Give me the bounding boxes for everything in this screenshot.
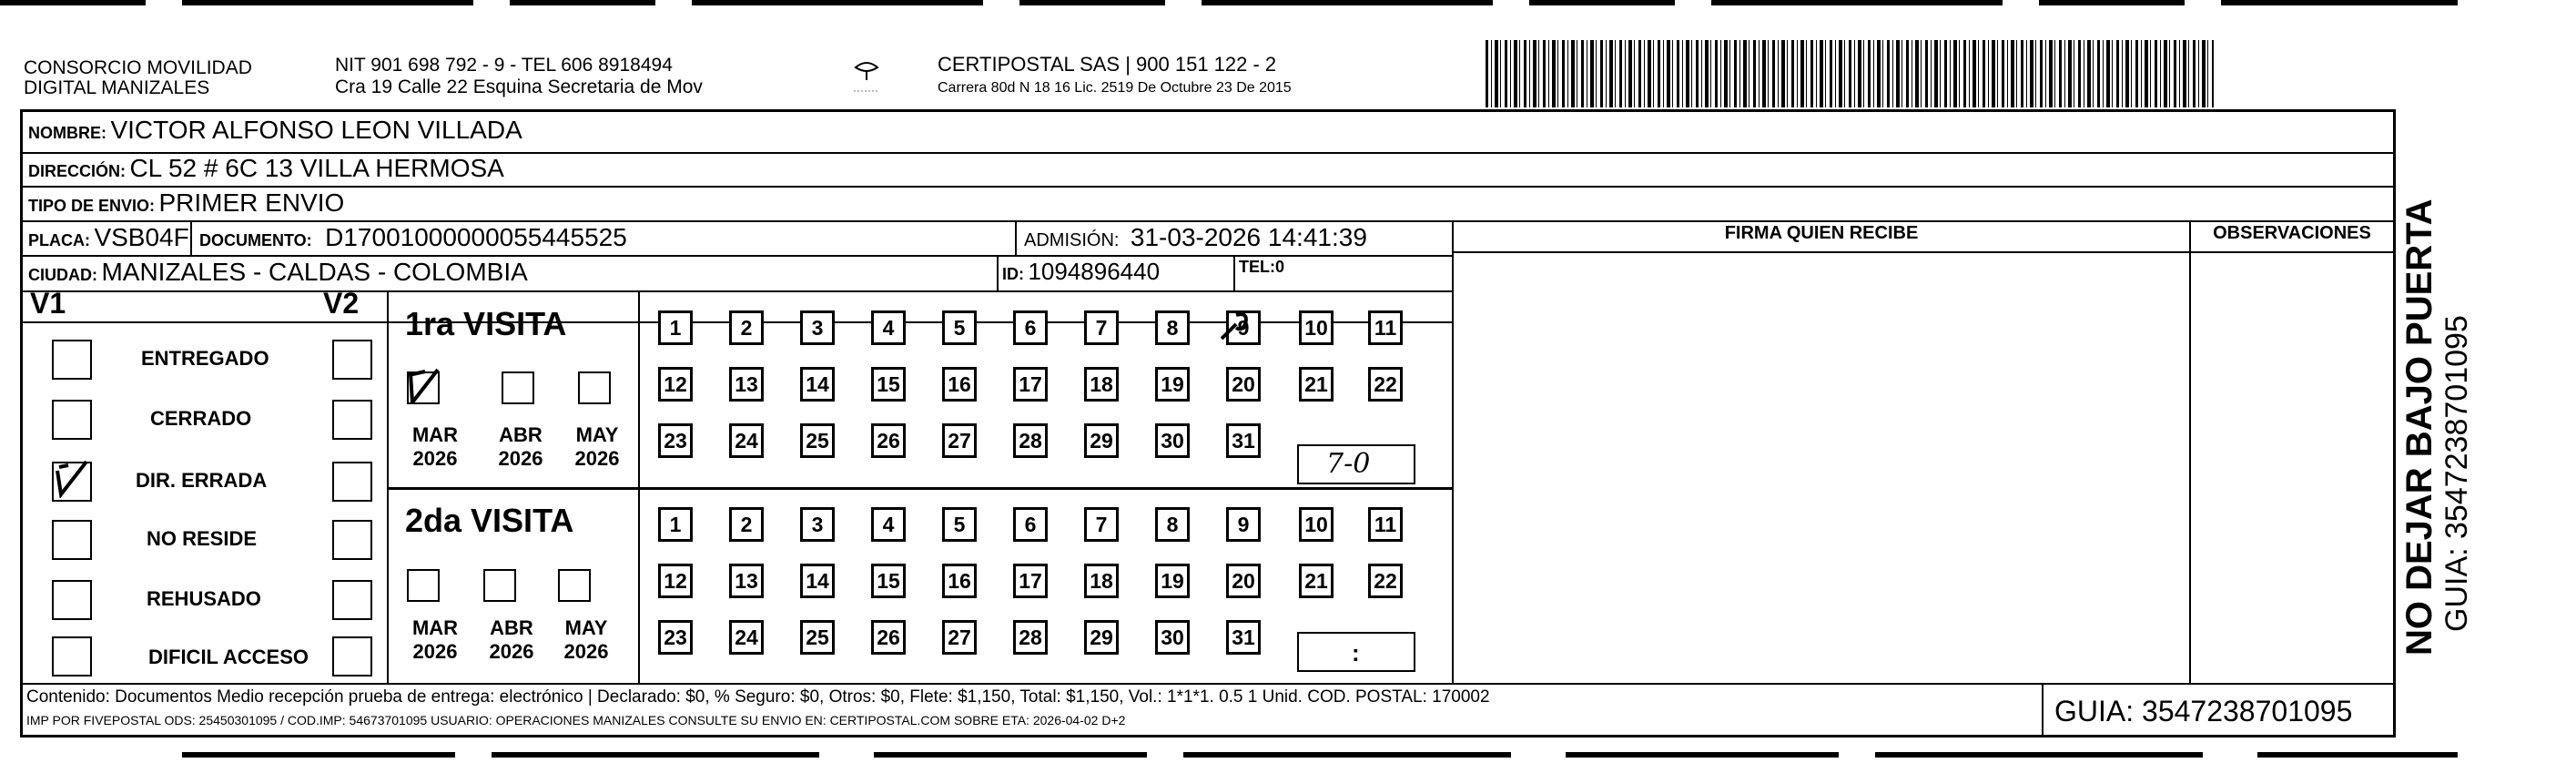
checkmark-icon <box>52 458 92 498</box>
grid1-day-24[interactable]: 24 <box>729 423 764 458</box>
footer-guia: GUIA: 3547238701095 <box>2054 695 2353 727</box>
admission-cell <box>1024 223 1367 252</box>
no-dejar-bajo-puerta: NO DEJAR BAJO PUERTA <box>2399 198 2439 656</box>
v2-label: V2 <box>323 287 360 320</box>
grid2-day-31[interactable]: 31 <box>1226 620 1261 655</box>
grid1-day-6[interactable]: 6 <box>1013 310 1048 345</box>
grid2-day-18[interactable]: 18 <box>1084 564 1119 598</box>
bottom-scan-edge <box>182 752 2458 758</box>
v1-checkbox-dificil-acceso[interactable] <box>52 636 92 677</box>
v2-checkbox-cerrado[interactable] <box>332 400 372 440</box>
ciudad-label: CIUDAD: <box>28 266 97 284</box>
grid1-day-14[interactable]: 14 <box>800 367 835 402</box>
first-visit-time-box[interactable] <box>1297 444 1415 484</box>
checkmark-icon <box>1218 308 1254 344</box>
admision-label: ADMISIÓN: <box>1024 230 1120 250</box>
grid2-day-22[interactable]: 22 <box>1368 564 1403 598</box>
grid2-day-3[interactable]: 3 <box>800 507 835 542</box>
courier-info: CERTIPOSTAL SAS | 900 151 122 - 2 Carrera 80d N 18 16 Lic. 2519 De Octubre 23 De 2015 <box>938 53 1292 96</box>
admission-datetime: 31-03-2026 14:41:39 <box>1130 223 1367 251</box>
v2-checkbox-entregado[interactable] <box>332 340 372 380</box>
grid1-day-18[interactable]: 18 <box>1084 367 1119 402</box>
grid1-day-8[interactable]: 8 <box>1155 310 1190 345</box>
grid1-day-17[interactable]: 17 <box>1013 367 1048 402</box>
option-rehusado: REHUSADO <box>147 587 261 610</box>
grid2-day-10[interactable]: 10 <box>1299 507 1334 542</box>
first-visit-month-checkbox-mar[interactable] <box>407 371 440 404</box>
id-cell <box>1002 258 1160 286</box>
v1-label: V1 <box>30 287 66 320</box>
grid1-day-21[interactable]: 21 <box>1299 367 1334 402</box>
second-visit-month-may: MAY 2026 <box>563 616 609 663</box>
grid1-day-27[interactable]: 27 <box>942 423 977 458</box>
firma-quien-recibe-label: FIRMA QUIEN RECIBE <box>1724 223 1919 243</box>
city: MANIZALES - CALDAS - COLOMBIA <box>101 258 528 286</box>
grid2-day-4[interactable]: 4 <box>871 507 906 542</box>
grid1-day-1[interactable]: 1 <box>658 310 693 345</box>
observations-area[interactable] <box>2191 253 2393 683</box>
grid1-day-4[interactable]: 4 <box>871 310 906 345</box>
direccion-label: DIRECCIÓN: <box>28 162 126 180</box>
v1-checkbox-dir-errada[interactable] <box>52 462 92 502</box>
grid1-day-29[interactable]: 29 <box>1084 423 1119 458</box>
tel-cell <box>1239 258 1284 277</box>
grid2-day-12[interactable]: 12 <box>658 564 693 598</box>
observaciones-label: OBSERVACIONES <box>2213 223 2371 243</box>
grid2-day-9[interactable]: 9 <box>1226 507 1261 542</box>
grid1-day-16[interactable]: 16 <box>942 367 977 402</box>
grid2-day-24[interactable]: 24 <box>729 620 764 655</box>
grid1-day-2[interactable]: 2 <box>729 310 764 345</box>
grid1-day-26[interactable]: 26 <box>871 423 906 458</box>
grid1-day-9[interactable]: 9 <box>1226 310 1261 345</box>
grid2-day-26[interactable]: 26 <box>871 620 906 655</box>
company-name: CONSORCIO MOVILIDAD DIGITAL MANIZALES <box>24 57 252 98</box>
placa-label: PLACA: <box>28 231 90 249</box>
side-notice <box>2394 127 2540 656</box>
shipment-type: PRIMER ENVIO <box>158 188 345 217</box>
option-no-reside: NO RESIDE <box>147 527 258 550</box>
document-number: D17001000000055445525 <box>325 223 627 251</box>
v2-checkbox-dificil-acceso[interactable] <box>332 636 372 677</box>
first-visit-month-may: MAY 2026 <box>574 423 620 470</box>
grid2-day-16[interactable]: 16 <box>942 564 977 598</box>
second-visit-title: 2da VISITA <box>405 502 574 539</box>
grid2-day-13[interactable]: 13 <box>729 564 764 598</box>
grid2-day-23[interactable]: 23 <box>658 620 693 655</box>
grid2-day-8[interactable]: 8 <box>1155 507 1190 542</box>
grid2-day-15[interactable]: 15 <box>871 564 906 598</box>
tel-label: TEL: <box>1239 258 1275 276</box>
city-cell <box>28 258 528 287</box>
grid1-day-5[interactable]: 5 <box>942 310 977 345</box>
grid2-day-20[interactable]: 20 <box>1226 564 1261 598</box>
first-visit-month-checkbox-may[interactable] <box>578 371 611 404</box>
v1-checkbox-no-reside[interactable] <box>52 520 92 560</box>
first-visit-title: 1ra VISITA <box>405 305 567 342</box>
documento-label: DOCUMENTO: <box>199 231 312 249</box>
v1-checkbox-rehusado[interactable] <box>52 580 92 620</box>
side-guia: GUIA: 3547238701095 <box>2439 315 2474 632</box>
header <box>0 0 2576 109</box>
recipient-address-row <box>28 154 504 183</box>
recipient-address: CL 52 # 6C 13 VILLA HERMOSA <box>129 154 504 182</box>
grid2-day-19[interactable]: 19 <box>1155 564 1190 598</box>
grid2-day-5[interactable]: 5 <box>942 507 977 542</box>
grid2-day-2[interactable]: 2 <box>729 507 764 542</box>
tipo-envio-label: TIPO DE ENVIO: <box>28 197 156 215</box>
first-visit-time: 7-0 <box>1326 448 1371 480</box>
grid2-day-11[interactable]: 11 <box>1368 507 1403 542</box>
grid1-day-28[interactable]: 28 <box>1013 423 1048 458</box>
second-visit-time-box[interactable] <box>1297 632 1415 672</box>
grid1-day-23[interactable]: 23 <box>658 423 693 458</box>
checkmark-icon <box>405 366 441 402</box>
id-label: ID: <box>1002 265 1024 283</box>
grid1-day-20[interactable]: 20 <box>1226 367 1261 402</box>
grid2-day-29[interactable]: 29 <box>1084 620 1119 655</box>
grid1-day-3[interactable]: 3 <box>800 310 835 345</box>
option-cerrado: CERRADO <box>150 407 252 430</box>
grid2-day-7[interactable]: 7 <box>1084 507 1119 542</box>
barcode <box>1486 40 2214 107</box>
option-entregado: ENTREGADO <box>141 347 269 370</box>
v1-checkbox-cerrado[interactable] <box>52 400 92 440</box>
plate-number: VSB04F <box>94 223 189 251</box>
grid2-day-1[interactable]: 1 <box>658 507 693 542</box>
grid2-day-6[interactable]: 6 <box>1013 507 1048 542</box>
grid1-day-30[interactable]: 30 <box>1155 423 1190 458</box>
second-visit-month-abr: ABR 2026 <box>489 616 534 663</box>
grid1-day-10[interactable]: 10 <box>1299 310 1334 345</box>
grid1-day-7[interactable]: 7 <box>1084 310 1119 345</box>
recipient-name-row <box>28 116 522 145</box>
id-number: 1094896440 <box>1028 258 1161 285</box>
v2-checkbox-rehusado[interactable] <box>332 580 372 620</box>
first-visit-month-mar: MAR 2026 <box>411 423 459 470</box>
company-nit: NIT 901 698 792 - 9 - TEL 606 8918494 Cra 19 Calle 22 Esquina Secretaria de Mov <box>335 55 703 97</box>
document-cell <box>199 223 627 252</box>
footer-imp: IMP POR FIVEPOSTAL ODS: 25450301095 / COD.IMP: 54673701095 USUARIO: OPERACIONES MANIZALES CONSULTE SU ENVIO EN: CERTIPOSTAL.COM SOBRE ETA: 2026-04-02 D+2 <box>26 713 1126 727</box>
first-visit-month-checkbox-abr[interactable] <box>502 371 534 404</box>
grid1-day-12[interactable]: 12 <box>658 367 693 402</box>
second-visit-month-checkbox-abr[interactable] <box>483 569 516 602</box>
grid2-day-21[interactable]: 21 <box>1299 564 1334 598</box>
v2-checkbox-dir-errada[interactable] <box>332 462 372 502</box>
recipient-name: VICTOR ALFONSO LEON VILLADA <box>110 116 522 144</box>
option-dir-errada: DIR. ERRADA <box>136 469 268 492</box>
grid2-day-25[interactable]: 25 <box>800 620 835 655</box>
nombre-label: NOMBRE: <box>28 124 106 142</box>
grid1-day-15[interactable]: 15 <box>871 367 906 402</box>
grid2-day-30[interactable]: 30 <box>1155 620 1190 655</box>
v1-checkbox-entregado[interactable] <box>52 340 92 380</box>
second-visit-month-checkbox-mar[interactable] <box>407 569 440 602</box>
option-dificil-acceso: DIFICIL ACCESO <box>148 646 309 668</box>
shipment-type-row <box>28 188 344 218</box>
grid2-day-17[interactable]: 17 <box>1013 564 1048 598</box>
delivery-form <box>20 109 2396 738</box>
grid1-day-31[interactable]: 31 <box>1226 423 1261 458</box>
second-visit-time-sep: : <box>1352 639 1360 666</box>
grid2-day-14[interactable]: 14 <box>800 564 835 598</box>
grid1-day-13[interactable]: 13 <box>729 367 764 402</box>
grid2-day-27[interactable]: 27 <box>942 620 977 655</box>
tel-number: 0 <box>1275 258 1285 276</box>
courier-logo-icon <box>848 56 885 97</box>
second-visit-month-checkbox-may[interactable] <box>558 569 591 602</box>
first-visit-month-abr: ABR 2026 <box>498 423 543 470</box>
grid1-day-25[interactable]: 25 <box>800 423 835 458</box>
grid1-day-11[interactable]: 11 <box>1368 310 1403 345</box>
grid1-day-19[interactable]: 19 <box>1155 367 1190 402</box>
grid2-day-28[interactable]: 28 <box>1013 620 1048 655</box>
grid1-day-22[interactable]: 22 <box>1368 367 1403 402</box>
v2-checkbox-no-reside[interactable] <box>332 520 372 560</box>
footer-content: Contenido: Documentos Medio recepción prueba de entrega: electrónico | Declarado: $0, % Seguro: $0, Otros: $0, Flete: $1,150, Total: $1,150, Vol.: 1*1*1. 0.5 1 Unid. COD. POSTAL: 170002 <box>26 687 1490 707</box>
second-visit-month-mar: MAR 2026 <box>411 616 459 663</box>
signature-area[interactable] <box>1454 253 2189 683</box>
plate-cell <box>28 223 189 252</box>
